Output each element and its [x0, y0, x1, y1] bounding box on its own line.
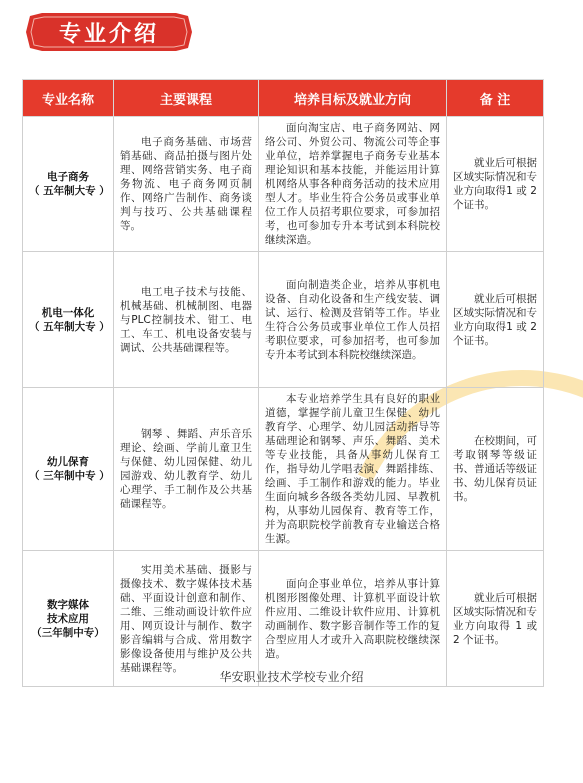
program-table: [22, 79, 544, 687]
goals-cell: [259, 388, 447, 551]
courses-cell: [114, 551, 259, 687]
goals-cell: [259, 252, 447, 388]
note-text: 就业后可根据区域实际情况和专业方向取得1 或 2 个证书。: [453, 157, 537, 211]
header-goals: 培养目标及就业方向: [259, 80, 447, 117]
note-text: 在校期间，可考取钢琴等级证书、普通话等级证书、幼儿保育员证书。: [453, 435, 537, 503]
courses-cell: [114, 117, 259, 252]
courses-text: 钢琴 、舞蹈、声乐音乐理论、绘画、学前儿童卫生与保健、幼儿园保健、幼儿园游戏、幼儿教育学、幼儿心理学、手工制作及公共基础课程等。: [120, 428, 252, 510]
note-cell: [447, 252, 544, 388]
major-name: 幼儿保育: [47, 456, 89, 468]
table-row: [23, 252, 544, 388]
image-caption: 华安职业技术学校专业介绍: [219, 670, 364, 684]
major-name-line2: 技术应用: [47, 612, 89, 625]
note-text: 就业后可根据区域实际情况和专业方向取得1 或 2 个证书。: [453, 292, 537, 347]
header-notes: 备 注: [447, 80, 544, 117]
courses-text: 实用美术基础、摄影与摄像技术、数字媒体技术基础、平面设计创意和制作、二维、三维动画设计软件应用、网页设计与制作、数字影音编辑与合成、常用数字影像设备使用与维护及公共基础课程等。: [120, 563, 252, 674]
major-name-cell: [23, 117, 114, 252]
table-row: [23, 551, 544, 687]
major-name-cell: [23, 551, 114, 687]
header-major-name: 专业名称: [23, 80, 114, 117]
courses-cell: [114, 252, 259, 388]
major-name: 电子商务: [47, 171, 89, 183]
courses-text: 电子商务基础、市场营销基础、商品拍摄与图片处理、网络营销实务、电子商务物流、电子商务网页制作、网络广告制作、商务谈判与技巧、公共基础课程等。: [120, 136, 252, 232]
major-name-cell: [23, 252, 114, 388]
major-duration: （三年制中专）: [31, 626, 105, 639]
table-row: [23, 388, 544, 551]
courses-cell: [114, 388, 259, 551]
header-main-courses: 主要课程: [114, 80, 259, 117]
goals-cell: [259, 117, 447, 252]
goals-text: 面向淘宝店、电子商务网站、网络公司、外贸公司、物流公司等企事业单位，培养掌握电子商务专业基本理论知识和基本技能，并能运用计算机网络从事各种商务活动的技术应用型人才。毕业生符合公务员或事业单位工作人员招考职位要求，可参加招考，也可参加专升本考试到本科院校继续深造。: [265, 122, 440, 246]
major-duration: （ 五年制大专 ）: [29, 185, 110, 197]
table-header-row: [23, 80, 544, 117]
goals-cell: [259, 551, 447, 687]
goals-text: 本专业培养学生具有良好的职业道德，掌握学前儿童卫生保健、幼儿教育学、心理学、幼儿园活动指导等基础理论和钢琴、声乐、舞蹈、美术等专业技能，具备从事幼儿保育工作，指导幼儿学唱表演、舞蹈排练、绘画、手工制作和游戏的能力。毕业生面向城乡各级各类幼儿园、早教机构，从事幼儿园保育、教育等工作，并为高职院校学前教育专业输送合格生源。: [265, 393, 440, 545]
note-cell: [447, 551, 544, 687]
banner-title: 专业介绍: [58, 21, 159, 47]
table-row: [23, 117, 544, 252]
note-text: 就业后可根据区域实际情况和专业方向取得 1 或 2 个证书。: [453, 591, 537, 646]
goals-text: 面向企事业单位，培养从事计算机图形图像处理、计算机平面设计软件应用、二维设计软件应用、计算机动画制作、数字影音制作等工作的复合型应用人才或升入高职院校继续深造。: [265, 577, 440, 660]
courses-text: 电工电子技术与技能、机械基础、机械制图、电器与PLC控制技术、钳工、电工、车工、机电设备安装与调试、公共基础课程等。: [120, 285, 252, 354]
major-name-cell: [23, 388, 114, 551]
note-cell: [447, 388, 544, 551]
major-duration: （ 三年制中专 ）: [29, 470, 110, 482]
note-cell: [447, 117, 544, 252]
section-banner: [24, 10, 194, 54]
goals-text: 面向制造类企业，培养从事机电设备、自动化设备和生产线安装、调试、运行、检测及营销等工作。毕业生符合公务员或事业单位工作人员招考职位要求，可参加招考，也可参加专升本考试到本科院校继续深造。: [265, 278, 440, 361]
major-name: 数字媒体: [47, 598, 89, 611]
major-name: 机电一体化: [41, 306, 95, 319]
major-duration: （ 五年制大专 ）: [29, 320, 110, 333]
